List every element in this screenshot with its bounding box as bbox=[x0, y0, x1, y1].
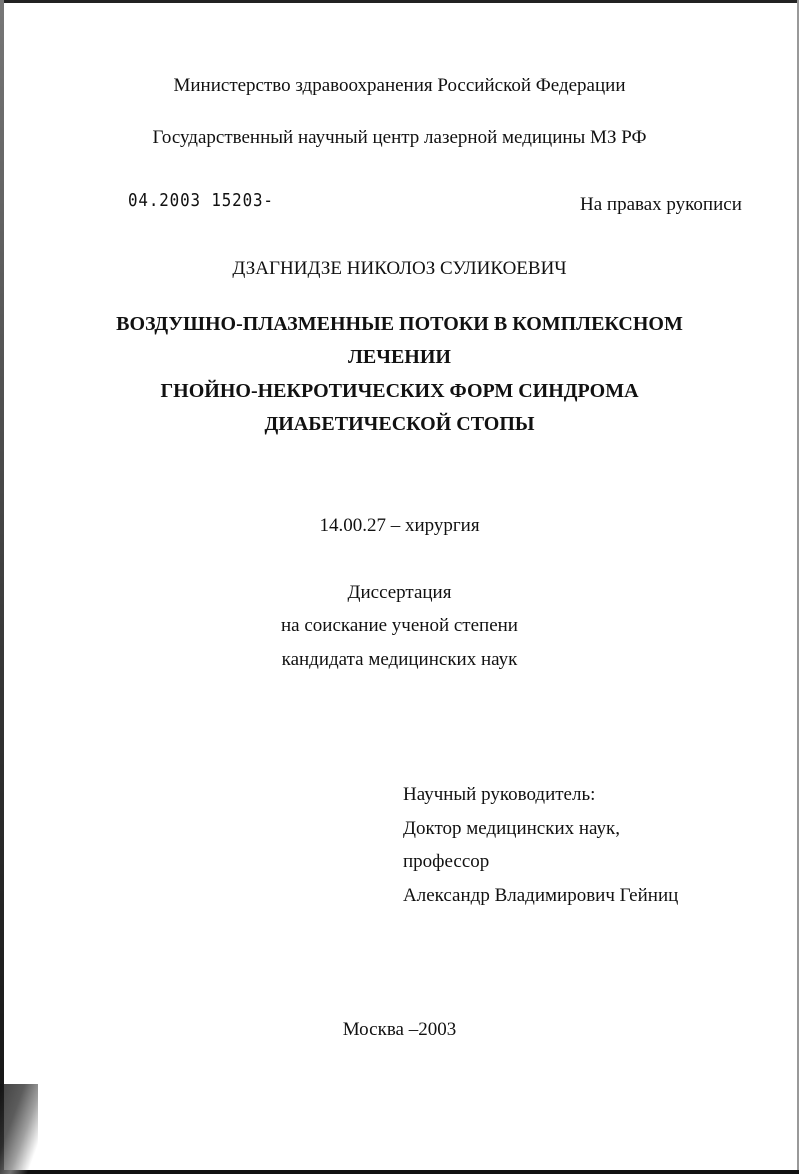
registration-stamp: 04.2003 15203- bbox=[128, 190, 274, 211]
supervisor-degree: Доктор медицинских наук, bbox=[403, 818, 620, 839]
place-year: Москва –2003 bbox=[342, 1019, 457, 1040]
dissertation-line-2: на соискание ученой степени bbox=[281, 615, 518, 636]
supervisor-label: Научный руководитель: bbox=[403, 784, 596, 805]
scan-edge-top bbox=[0, 0, 799, 3]
specialty: 14.00.27 – хирургия bbox=[319, 515, 480, 536]
scan-shadow bbox=[0, 1084, 38, 1174]
ministry-heading: Министерство здравоохранения Российской Федерации bbox=[173, 75, 626, 96]
rights-note: На правах рукописи bbox=[580, 194, 742, 215]
title-line-4: ДИАБЕТИЧЕСКОЙ СТОПЫ bbox=[264, 413, 535, 435]
title-line-2: ЛЕЧЕНИИ bbox=[348, 346, 451, 368]
supervisor-name: Александр Владимирович Гейниц bbox=[403, 885, 679, 906]
dissertation-line-3: кандидата медицинских наук bbox=[281, 649, 518, 670]
title-line-1: ВОЗДУШНО-ПЛАЗМЕННЫЕ ПОТОКИ В КОМПЛЕКСНОМ bbox=[116, 313, 683, 335]
dissertation-line-1: Диссертация bbox=[347, 582, 452, 603]
author-name: ДЗАГНИДЗЕ НИКОЛОЗ СУЛИКОЕВИЧ bbox=[232, 258, 567, 279]
scan-edge-bottom bbox=[0, 1170, 799, 1174]
supervisor-rank: профессор bbox=[403, 851, 490, 872]
title-line-3: ГНОЙНО-НЕКРОТИЧЕСКИХ ФОРМ СИНДРОМА bbox=[160, 380, 639, 402]
center-heading: Государственный научный центр лазерной медицины МЗ РФ bbox=[152, 127, 647, 148]
